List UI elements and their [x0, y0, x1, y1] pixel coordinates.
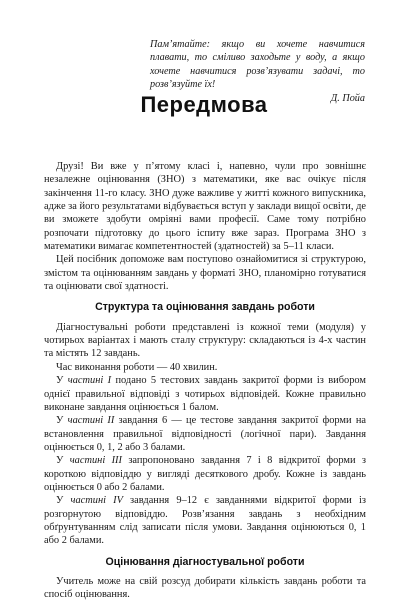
part-2-text: завдання 6 — це тестове завдання закритої форми на встановлення правильної відповідності (логічної пари). Завдання оцінюється 0, 1, 2 або 3 балами.: [44, 415, 366, 453]
part-4-prefix: У: [56, 495, 71, 507]
epigraph-lead: Пам’ятайте: [150, 39, 207, 50]
assessment-paragraph: Учитель може на свій розсуд добирати кількість завдань роботи та спосіб оцінювання.: [44, 575, 366, 601]
part-2-paragraph: [44, 414, 366, 454]
part-1-text: подано 5 тестових завдань закритої форми із вибором однієї правильної відповіді з чотирьох відповідей. Кожне правильно виконане завдання оцінюється 1 балом.: [44, 375, 366, 413]
section-heading-structure: Структура та оцінювання завдань роботи: [95, 301, 315, 314]
part-3-text: запропоновано завдання 7 і 8 відкритої форми з короткою відповіддю у вигляді десяткового дробу. Кожне із завдань оцінюється 0 або 2 балами.: [44, 455, 366, 493]
section-heading-assessment: Оцінювання діагностувальної роботи: [105, 555, 305, 568]
part-4-label: частині IV: [70, 495, 123, 507]
structure-paragraph: Діагностувальні роботи представлені із кожної теми (модуля) у чотирьох варіантах і мають сталу структуру: складаються із 4-х частин та містять 12 завдань.: [44, 321, 366, 360]
duration-paragraph: Час виконання роботи — 40 хвилин.: [56, 361, 218, 373]
epigraph-body: : якщо ви хочете навчитися плавати, то сміливо заходьте у воду, а якщо хочете навчитися розв’язувати задачі, то розв’язуйте їх!: [150, 39, 365, 91]
page-title: Передмова: [140, 92, 268, 117]
part-3-paragraph: [44, 454, 366, 494]
epigraph-author: Д. Пойа: [330, 92, 365, 104]
part-1-prefix: У: [56, 375, 68, 387]
part-3-prefix: У: [56, 455, 70, 467]
intro-paragraph-1: Друзі! Ви вже у п’ятому класі і, напевно, чули про зовнішнє незалежне оцінювання (ЗНО) з математики, яке вас очікує після закінчення 11-го класу. ЗНО дуже важливе у житті кожного випускника, адже за його результатами відбувається вступ у заклади вищої освіти, де ви зможете здобути омріяні вами професії. Саме тому потрібно розпочати підготовку до цього іспиту вже зараз. Програма ЗНО з математики вимагає компетентностей (здатностей) за 5–11 класи.: [44, 161, 366, 253]
part-3-label: частині III: [69, 455, 122, 467]
intro-paragraph-2: Цей посібник допоможе вам поступово ознайомитися зі структурою, змістом та оцінюванням завдань у форматі ЗНО, планомірно готуватися та оцінювати свої здатності.: [44, 254, 366, 293]
part-4-paragraph: [44, 494, 366, 547]
part-1-label: частині I: [67, 375, 112, 387]
epigraph-text: [150, 38, 365, 92]
part-2-prefix: У: [56, 415, 68, 427]
part-1-paragraph: [44, 374, 366, 414]
document-body: [44, 160, 366, 602]
part-2-label: частині II: [67, 415, 115, 427]
part-4-text: завдання 9–12 є завданнями відкритої форми із розгорнутою відповіддю. Розв’язання завдань з необхідним обґрунтуванням слід записати після умови. Завдання оцінюються 0, 1 або 2 балами.: [44, 495, 366, 547]
